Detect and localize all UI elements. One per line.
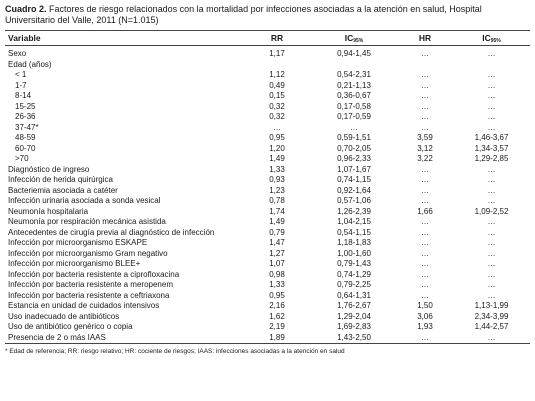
row-hr: …	[421, 280, 429, 289]
row-hr: …	[421, 259, 429, 268]
row-ic2: 1,46-3,67	[474, 133, 509, 142]
header-row	[5, 31, 530, 46]
header-ic-rr	[311, 31, 397, 46]
row-hr	[397, 60, 453, 71]
row-rr: 1,89	[243, 333, 311, 344]
risk-factors-table	[5, 30, 530, 344]
row-rr: 1,17	[269, 49, 285, 58]
row-hr: 3,06	[417, 311, 433, 321]
row-rr: 1,07	[269, 259, 285, 268]
row-ic1: 1,43-2,50	[311, 333, 397, 344]
row-ic1: 0,74-1,15	[337, 175, 371, 184]
header-variable: Variable	[5, 31, 243, 46]
row-rr: …	[273, 122, 281, 132]
row-hr: …	[421, 175, 429, 184]
row-hr: 1,66	[417, 206, 433, 216]
row-hr: …	[421, 227, 429, 237]
row-ic2: …	[487, 122, 496, 132]
table-row	[5, 154, 530, 165]
table-row	[5, 291, 530, 302]
row-variable: >70	[15, 154, 29, 163]
table-row	[5, 70, 530, 81]
row-hr: …	[421, 122, 429, 132]
row-variable: Infección por bacteria resistente a ceftriaxona	[8, 290, 170, 300]
header-ic-hr	[453, 31, 530, 46]
row-ic1: 0,17-0,59	[337, 112, 371, 121]
row-variable: Uso inadecuado de antibióticos	[8, 311, 120, 321]
row-variable: Neumonía por respiración mecánica asistida	[8, 217, 166, 226]
row-variable: 26-36	[15, 112, 36, 121]
row-ic2: 1,29-2,85	[474, 154, 509, 163]
table-body	[5, 46, 530, 344]
row-ic2: …	[487, 80, 496, 90]
row-hr: …	[421, 196, 429, 205]
row-ic2: …	[487, 290, 496, 300]
row-ic1: 0,79-2,25	[337, 280, 371, 289]
row-variable: Diagnóstico de ingreso	[8, 164, 90, 174]
table-row	[5, 60, 530, 71]
row-ic2: …	[487, 269, 496, 279]
row-ic2: …	[487, 280, 496, 289]
row-hr: …	[421, 80, 429, 90]
row-variable: Presencia de 2 o más IAAS	[5, 333, 243, 344]
row-rr: 0,49	[269, 80, 285, 90]
table-row	[5, 249, 530, 260]
row-rr: 1,23	[269, 185, 285, 195]
row-ic2: …	[487, 101, 496, 111]
row-ic2: 1,13-1,99	[474, 301, 509, 310]
row-rr: 0,78	[269, 196, 285, 205]
row-variable: Infección urinaria asociada a sonda vesical	[8, 196, 161, 205]
row-ic1: 1,29-2,04	[337, 311, 371, 321]
row-hr: 3,22	[417, 154, 433, 163]
row-hr: 3,59	[417, 133, 433, 142]
row-variable: Infección por microorganismo BLEE+	[8, 259, 141, 268]
row-rr: 1,27	[269, 248, 285, 258]
header-rr: RR	[243, 31, 311, 46]
row-ic2: …	[487, 238, 496, 247]
row-ic2: …	[487, 164, 496, 174]
row-ic1: 0,64-1,31	[337, 290, 371, 300]
row-hr: …	[397, 333, 453, 344]
table-row	[5, 270, 530, 281]
table-row	[5, 238, 530, 249]
row-hr: …	[421, 269, 429, 279]
table-row	[5, 91, 530, 102]
table-row	[5, 186, 530, 197]
row-rr	[243, 60, 311, 71]
row-variable: 37-47*	[15, 122, 39, 132]
row-ic1: 0,54-1,15	[337, 227, 371, 237]
table-row	[5, 312, 530, 323]
table-row	[5, 144, 530, 155]
row-rr: 0,32	[269, 112, 285, 121]
row-hr: …	[421, 112, 429, 121]
row-rr: 2,19	[269, 322, 285, 331]
row-variable: < 1	[15, 70, 27, 79]
row-variable: 48-59	[15, 133, 36, 142]
row-variable: 60-70	[15, 143, 36, 153]
row-rr: 0,95	[269, 133, 285, 142]
row-variable: Edad (años)	[8, 59, 52, 69]
row-variable: Infección por microorganismo ESKAPE	[8, 238, 148, 247]
row-ic2: 2,34-3,99	[474, 311, 509, 321]
table-row	[5, 207, 530, 218]
row-ic2: …	[453, 333, 530, 344]
row-rr: 0,93	[269, 175, 285, 184]
row-hr: …	[421, 248, 429, 258]
row-rr: 1,47	[269, 238, 285, 247]
row-ic1	[311, 60, 397, 71]
row-ic1: 0,57-1,06	[337, 196, 371, 205]
table-row	[5, 81, 530, 92]
row-ic1: 1,69-2,83	[337, 322, 371, 331]
row-ic2: …	[487, 248, 496, 258]
row-variable: Infección por bacteria resistente a ciprofloxacina	[8, 269, 180, 279]
caption-text: Factores de riesgo relacionados con la mortalidad por infecciones asociadas a la atención en salud, Hospital Universitario del Valle, 2011 (N=1.015)	[5, 4, 482, 25]
row-ic1: 0,54-2,31	[337, 70, 371, 79]
row-variable: Neumonía hospitalaria	[8, 206, 89, 216]
row-ic2: …	[487, 91, 496, 100]
row-variable: Uso de antibiótico genérico o copia	[8, 322, 133, 331]
header-ic-rr-label: IC	[344, 32, 354, 43]
row-ic2: 1,44-2,57	[474, 322, 509, 331]
header-ic-rr-sub: 95%	[353, 37, 364, 44]
table-row	[5, 123, 530, 134]
table-row	[5, 165, 530, 176]
row-ic1: 1,07-1,67	[337, 164, 371, 174]
row-rr: 0,79	[269, 227, 285, 237]
row-ic1: 0,70-2,05	[337, 143, 371, 153]
row-ic2: …	[487, 185, 496, 195]
row-ic2: 1,09-2,52	[474, 206, 509, 216]
row-rr: 1,12	[269, 70, 285, 79]
header-ic-hr-label: IC	[482, 32, 491, 43]
row-ic1: 0,94-1,45	[337, 49, 371, 58]
row-rr: 1,49	[269, 154, 285, 163]
row-hr: …	[421, 91, 429, 100]
row-variable: Estancia en unidad de cuidados intensivos	[8, 301, 160, 310]
row-rr: 0,15	[269, 91, 285, 100]
row-ic1: 0,17-0,58	[337, 101, 371, 111]
table-row	[5, 280, 530, 291]
table-caption	[5, 4, 530, 26]
row-hr: …	[421, 217, 429, 226]
row-variable: 15-25	[15, 101, 36, 111]
row-ic1: 0,36-0,67	[337, 91, 371, 100]
table-row	[5, 217, 530, 228]
row-ic1: 0,74-1,29	[337, 269, 371, 279]
row-ic1: …	[350, 122, 358, 132]
row-ic1: 0,92-1,64	[337, 185, 371, 195]
row-variable: Infección por bacteria resistente a meropenem	[8, 280, 173, 289]
row-ic1: 1,04-2,15	[337, 217, 371, 226]
table-footnote: * Edad de referencia; RR: riesgo relativo; HR: cociente de riesgos; IAAS: infecciones asociadas a la atención en salud	[5, 348, 345, 355]
row-rr: 0,95	[269, 290, 285, 300]
row-ic2: …	[487, 259, 496, 268]
row-rr: 0,98	[269, 269, 285, 279]
row-rr: 1,62	[269, 311, 285, 321]
table-row	[5, 333, 530, 344]
row-ic2: …	[487, 227, 496, 237]
row-variable: Sexo	[8, 49, 27, 58]
row-ic1: 0,96-2,33	[337, 154, 371, 163]
row-rr: 1,33	[269, 164, 285, 174]
table-row	[5, 102, 530, 113]
row-hr: …	[421, 70, 429, 79]
row-ic1: 1,26-2,39	[337, 206, 371, 216]
row-hr: …	[421, 290, 429, 300]
row-ic1: 1,76-2,67	[337, 301, 371, 310]
header-ic-hr-sub: 95%	[490, 37, 501, 44]
table-row	[5, 228, 530, 239]
row-ic1: 0,79-1,43	[337, 259, 371, 268]
row-hr: …	[421, 238, 429, 247]
table-row	[5, 322, 530, 333]
row-ic2: …	[487, 70, 496, 79]
row-variable: Infección por microorganismo Gram negativo	[8, 248, 168, 258]
row-rr: 1,33	[269, 280, 285, 289]
row-ic2: …	[487, 49, 496, 58]
row-ic1: 1,00-1,60	[337, 248, 371, 258]
table-row	[5, 133, 530, 144]
header-hr: HR	[397, 31, 453, 46]
row-variable: Infección de herida quirúrgica	[8, 175, 113, 184]
row-rr: 0,32	[269, 101, 285, 111]
row-ic2	[453, 60, 530, 71]
table-row	[5, 301, 530, 312]
row-ic2: 1,34-3,57	[474, 143, 509, 153]
row-variable: Antecedentes de cirugía previa al diagnóstico de infección	[8, 227, 215, 237]
table-row	[5, 259, 530, 270]
row-ic1: 1,18-1,83	[337, 238, 371, 247]
row-hr: …	[421, 164, 429, 174]
row-hr: …	[421, 101, 429, 111]
row-ic1: 0,59-1,51	[337, 133, 371, 142]
table-row	[5, 196, 530, 207]
row-rr: 1,49	[269, 217, 285, 226]
row-variable: Bacteriemia asociada a catéter	[8, 185, 118, 195]
row-hr: 1,50	[417, 301, 433, 310]
table-row	[5, 46, 530, 60]
row-ic1: 0,21-1,13	[337, 80, 371, 90]
row-hr: 3,12	[417, 143, 433, 153]
table-row	[5, 112, 530, 123]
row-variable: 8-14	[15, 91, 32, 100]
caption-number: Cuadro 2.	[5, 4, 47, 14]
row-ic2: …	[487, 112, 496, 121]
row-rr: 1,74	[269, 206, 285, 216]
row-ic2: …	[487, 175, 496, 184]
table-row	[5, 175, 530, 186]
row-rr: 2,16	[269, 301, 285, 310]
row-ic2: …	[487, 217, 496, 226]
row-hr: …	[421, 49, 429, 58]
row-ic2: …	[487, 196, 496, 205]
row-variable: 1-7	[15, 80, 27, 90]
row-hr: …	[421, 185, 429, 195]
row-rr: 1,20	[269, 143, 285, 153]
row-hr: 1,93	[417, 322, 433, 331]
